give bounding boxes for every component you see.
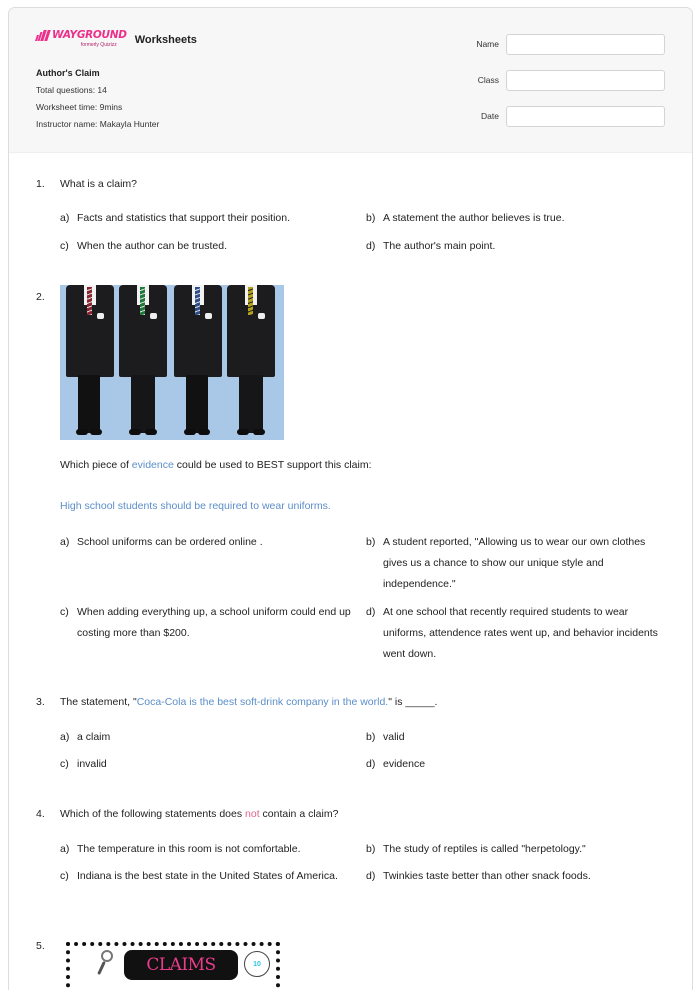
option-a[interactable]: a) Facts and statistics that support their position. — [60, 212, 291, 224]
question-4-number: 4. — [36, 808, 45, 820]
total-questions: Total questions: 14 — [36, 85, 107, 95]
name-field-row — [449, 33, 665, 55]
question-2-claim: High school students should be required to wear uniforms. — [60, 500, 331, 512]
option-d[interactable]: d) At one school that recently required students to wear uniforms, attendence rates went up, and behavior incidents went down. — [366, 606, 658, 660]
worksheet — [8, 7, 693, 990]
instructor-name: Instructor name: Makayla Hunter — [36, 119, 160, 129]
name-label: Name — [476, 39, 499, 49]
option-a[interactable]: a) School uniforms can be ordered online . — [60, 536, 263, 548]
question-4-text: Which of the following statements does not contain a claim? — [60, 808, 339, 820]
date-label: Date — [481, 111, 499, 121]
worksheet-time: Worksheet time: 9mins — [36, 102, 123, 112]
class-input[interactable] — [506, 70, 665, 91]
brand — [36, 30, 197, 48]
option-b[interactable]: b) A student reported, "Allowing us to wear our own clothes gives us a chance to show our unique style and independence." — [366, 536, 646, 590]
logo-mark-icon — [36, 30, 49, 41]
option-d[interactable]: d) The author's main point. — [366, 240, 496, 252]
option-a[interactable]: a) a claim — [60, 731, 111, 743]
worksheet-meta — [36, 67, 159, 135]
school-uniforms-image — [60, 285, 284, 440]
question-2-text: Which piece of evidence could be used to BEST support this claim: — [60, 459, 372, 471]
option-a[interactable]: a) The temperature in this room is not comfortable. — [60, 843, 301, 855]
date-field-row — [449, 105, 665, 127]
highlighted-term: evidence — [131, 459, 174, 471]
question-5-number: 5. — [36, 940, 45, 952]
option-b[interactable]: b) valid — [366, 731, 405, 743]
class-field-row — [449, 69, 665, 91]
logo-subtext: formerly Quizizz — [80, 42, 117, 48]
worksheet-title: Author's Claim — [36, 68, 100, 78]
highlighted-statement: Coca-Cola is the best soft-drink company in the world. — [136, 696, 389, 708]
number-badge: 10 — [244, 951, 270, 977]
worksheet-header — [9, 8, 692, 153]
question-2-number: 2. — [36, 291, 45, 303]
wayground-logo — [36, 30, 127, 48]
option-c[interactable]: c) invalid — [60, 758, 107, 770]
highlighted-term: not — [245, 808, 260, 820]
option-c[interactable]: c) Indiana is the best state in the United States of America. — [60, 870, 338, 882]
product-name: Worksheets — [134, 34, 197, 46]
question-number: 1. — [36, 178, 45, 190]
magnifying-glass-icon — [96, 950, 114, 978]
option-d[interactable]: d) Twinkies taste better than other snack foods. — [366, 870, 591, 882]
class-label: Class — [477, 75, 499, 85]
claims-card-image — [66, 942, 280, 990]
option-b[interactable]: b) A statement the author believes is true. — [366, 212, 565, 224]
claims-plaque: CLAIMS — [124, 950, 238, 980]
student-fields — [449, 33, 665, 141]
option-d[interactable]: d) evidence — [366, 758, 426, 770]
name-input[interactable] — [506, 34, 665, 55]
option-b[interactable]: b) The study of reptiles is called "herpetology." — [366, 843, 586, 855]
question-3-text: The statement, "Coca-Cola is the best soft-drink company in the world." is _____. — [60, 696, 438, 708]
question-text: What is a claim? — [60, 178, 138, 190]
date-input[interactable] — [506, 106, 665, 127]
logo-text: WAYGROUND — [52, 29, 127, 41]
option-c[interactable]: c) When adding everything up, a school uniform could end up costing more than $200. — [60, 606, 351, 639]
option-c[interactable]: c) When the author can be trusted. — [60, 240, 228, 252]
question-3-number: 3. — [36, 696, 45, 708]
